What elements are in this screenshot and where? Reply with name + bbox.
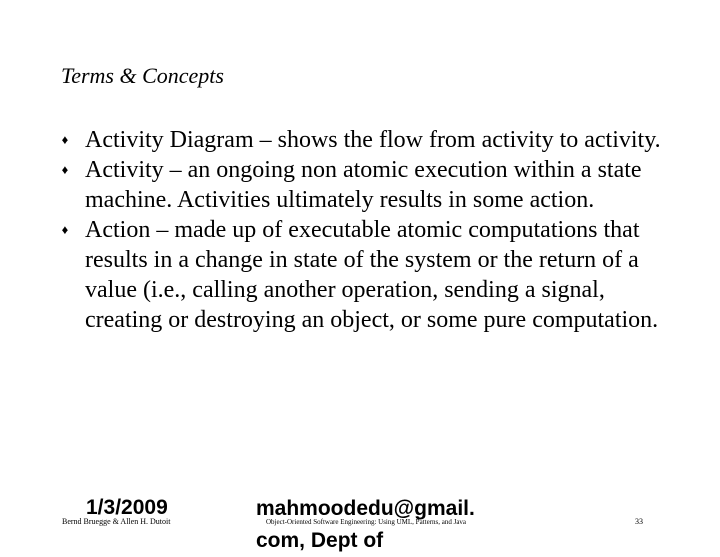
footer-course: Object-Oriented Software Engineering: Using UML, Patterns, and Java (266, 518, 467, 526)
footer-authors: Bernd Bruegge & Allen H. Dutoit (62, 517, 171, 526)
diamond-bullet-icon: ♦ (61, 222, 69, 237)
slide-title: Terms & Concepts (61, 63, 224, 88)
bullet-text: Action – made up of executable atomic computations that results in a change in state of the system or the return of a value (i.e., calling another operation, sending a signal, creating or destroying an object, or some pure computation. (85, 217, 659, 333)
bullet-item (58, 125, 668, 155)
footer-email: mahmoodedu@gmail.com, Dept of (256, 497, 475, 552)
bullet-text: Activity Diagram – shows the flow from activity to activity. (85, 127, 661, 153)
bullet-text: Activity – an ongoing non atomic execution within a state machine. Activities ultimately results in some action. (85, 157, 642, 213)
footer-date: 1/3/2009 (86, 496, 168, 519)
bullet-item (58, 215, 668, 335)
bullet-list (58, 125, 668, 335)
diamond-bullet-icon: ♦ (61, 132, 69, 147)
page-number: 33 (635, 517, 643, 526)
bullet-item (58, 155, 668, 215)
diamond-bullet-icon: ♦ (61, 162, 69, 177)
